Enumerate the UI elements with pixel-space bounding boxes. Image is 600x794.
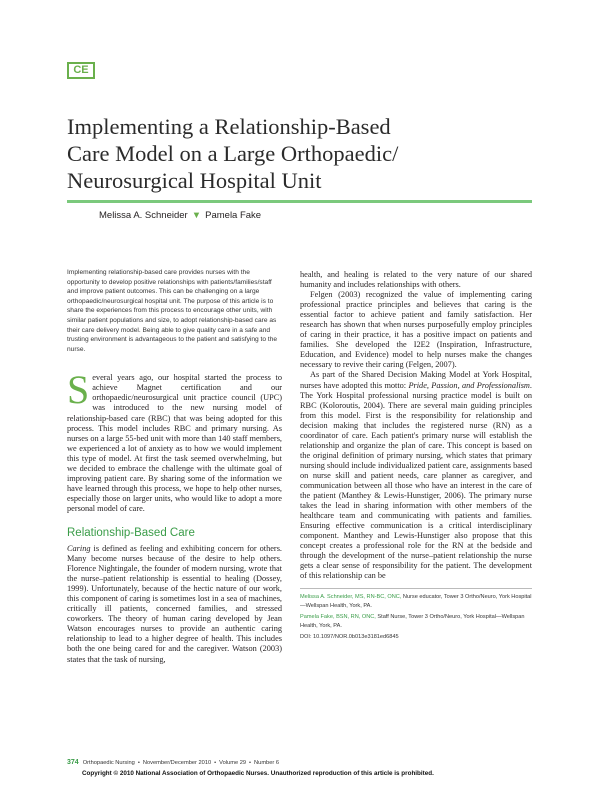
title-line: Implementing a Relationship-Based — [67, 114, 391, 139]
ce-badge: CE — [67, 62, 95, 79]
page-number: 374 — [67, 759, 79, 766]
body-text: As part of the Shared Decision Making Model at York Hospital, nurses have adopted this motto: — [300, 370, 532, 390]
motto: Pride, Passion, and Professionalism — [408, 380, 530, 390]
affiliation — [300, 593, 532, 610]
author-line — [99, 210, 261, 221]
body-text: . The York Hospital professional nursing practice model is built on RBC (Koloroutis, 2004). There are several main guiding principles from this model. First is the responsibility for relationship and decision making that includes the registered nurse (RN) as a coordinator of care. Each patient's primary nurse will establish the relationship and organize the plan of care. This concept is based on the original definition of primary nursing, which states that primary nursing should include individualized patient care, assignments based on nurse skill and patient needs, care planner as caregiver, and communication between all those who have an interest in the care of the patient (Manthey & Lewis-Hunstiger, 2006). The primary nurse takes the lead in sharing information with other members of the healthcare team and communicating with patients and families. Ensuring effective communication is a critical interdisciplinary component. Manthey and Lewis-Hunstiger also propose that this concept creates a professional role for the RN at the bedside and through the development of the nurse–patient relationship the nurse gets a clear sense of responsibility for the patient. The development of this relationship can be — [300, 380, 532, 581]
article-title — [67, 113, 507, 194]
intro-paragraph — [67, 367, 282, 514]
author-separator-icon: ▼ — [191, 210, 202, 221]
copyright-notice: Copyright © 2010 National Association of Orthopaedic Nurses. Unauthorized reproduction of this article is prohibited. — [82, 770, 434, 777]
affiliation-desc: Staff Nurse, Tower 3 Ortho/Neuro, York Hospital—Wellspan Health, York, PA. — [300, 614, 525, 629]
issue-number: Number 6 — [254, 760, 280, 766]
left-column — [67, 268, 282, 665]
affiliation-name: Pamela Fake, BSN, RN, ONC, — [300, 614, 376, 621]
title-divider — [67, 200, 532, 203]
right-column — [300, 270, 532, 644]
section-text: is defined as feeling and exhibiting concern for others. Many become nurses because of the desire to help others. Florence Nightingale, the founder of modern nursing, wrote that the nurse–patient relationship is essential to healing (Dossey, 1999). Unfortunately, because of the hectic nature of our work, this component of caring is sometimes lost in a sea of machines, critically ill patients, concerned families, and stressed coworkers. The theory of human caring developed by Jean Watson encourages nurses to provide an authentic caring relationship to lead to a higher degree of health. This includes both the one being cared for and the caregiver. Watson (2003) states that the task of nursing, — [67, 544, 282, 664]
section-heading: Relationship-Based Care — [67, 527, 195, 539]
affiliation-name: Melissa A. Schneider, MS, RN-BC, ONC, — [300, 594, 402, 601]
drop-cap: S — [67, 367, 90, 413]
author-affiliations — [300, 588, 532, 641]
body-paragraph: Felgen (2003) recognized the value of implementing caring professional practice principles and believes that caring is the essential factor to achieve patient and family satisfaction. Her research has shown that when nurses purposefully employ principles of caring in their practice, it has a positive impact on patients and families. She developed the I2E2 (Inspiration, Infrastructure, Education, and Evidence) model to help nurses make the changes necessary to revive their caring (Felgen, 2007). — [300, 290, 532, 370]
volume: Volume 29 — [219, 760, 247, 766]
author-name: Pamela Fake — [205, 210, 262, 221]
author-name: Melissa A. Schneider — [99, 210, 188, 221]
affiliation — [300, 613, 532, 630]
title-line: Care Model on a Large Orthopaedic/ — [67, 141, 399, 166]
body-paragraph: health, and healing is related to the very nature of our shared humanity and includes relationships with others. — [300, 270, 532, 290]
intro-text: everal years ago, our hospital started the process to achieve Magnet certification and our orthopaedic/neurosurgical unit practice council (UPC) was introduced to the new nursing model of relationship-based care (RBC) that was being adopted for this process. This model includes RBC and primary nursing. As nurses on a large 55-bed unit with more than 140 staff members, we experienced a lot of anxiety as to how we would implement this type of model. At first the task seemed overwhelming, but we decided to embrace the challenge with the ultimate goal of improving patient care. By sharing some of the information we have learned through this process, we hope to help other nurses, especially those on larger units, who would like to adopt a more personal model of care. — [67, 373, 282, 513]
title-line: Neurosurgical Hospital Unit — [67, 168, 322, 193]
affiliation-desc: Nurse educator, Tower 3 Ortho/Neuro, York Hospital—Wellspan Health, York, PA. — [300, 594, 532, 609]
journal-name: Orthopaedic Nursing — [82, 760, 135, 766]
defined-term: Caring — [67, 544, 91, 553]
page-footer: 374 Orthopaedic Nursing • November/December 2010 • Volume 29 • Number 6 — [67, 759, 280, 766]
body-paragraph — [300, 370, 532, 581]
issue-date: November/December 2010 — [142, 760, 212, 766]
section-paragraph — [67, 544, 282, 665]
doi: DOI: 10.1097/NOR.0b013e3181ed6845 — [300, 634, 399, 641]
abstract: Implementing relationship-based care provides nurses with the opportunity to develop positive relationships with patients/families/staff and improve patient outcomes. This can be challenging on a large orthopaedic/neurosurgical hospital unit. The purpose of this article is to share the experiences from this process to encourage other units, with similar patient populations and size, to adopt relationship-based care as their care delivery model. Being able to give quality care in a safe and trusting environment is advantageous to the patient and satisfying to the nurse. — [67, 269, 278, 353]
